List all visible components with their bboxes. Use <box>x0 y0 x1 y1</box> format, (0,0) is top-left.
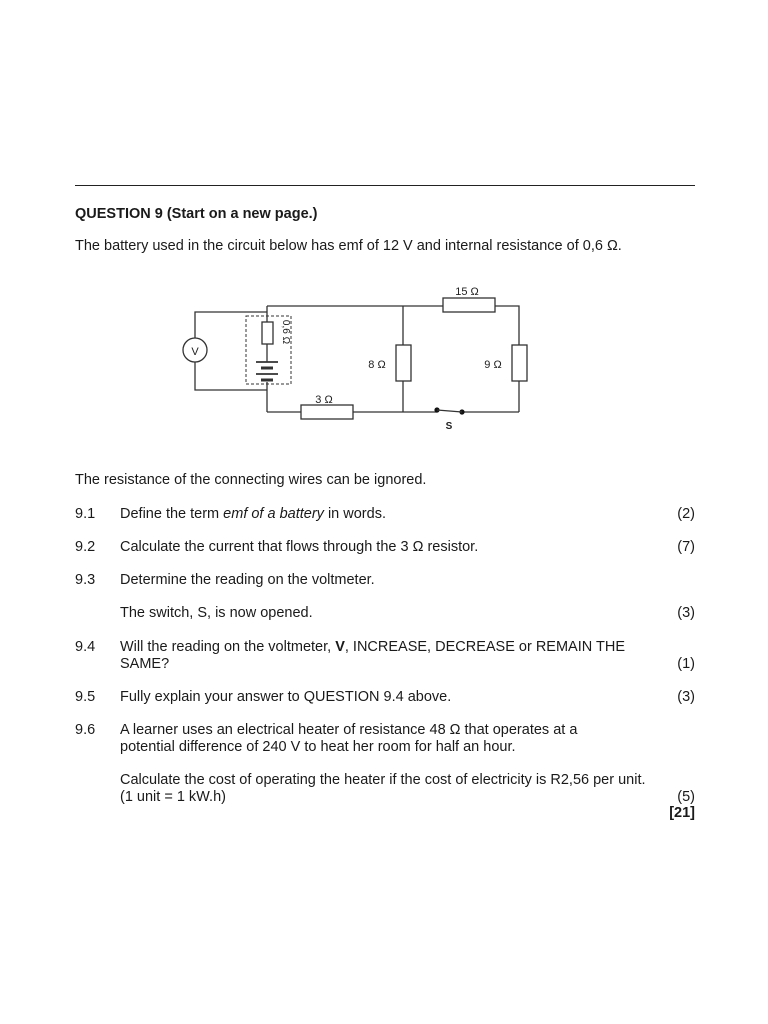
resistor-15-label: 15 Ω <box>455 286 479 298</box>
switch-label: S <box>445 421 453 432</box>
circuit-diagram <box>0 0 768 470</box>
marks: (7) <box>677 539 695 555</box>
marks: (5) <box>677 789 695 805</box>
marks: (1) <box>677 656 695 672</box>
question-number: 9.3 <box>75 572 96 588</box>
marks: (3) <box>677 605 695 621</box>
switch-lever <box>437 410 462 412</box>
voltmeter-label: V <box>191 346 199 358</box>
wires-note: The resistance of the connecting wires can be ignored. <box>75 472 427 488</box>
question-extra-text: The switch, S, is now opened. <box>120 605 313 621</box>
resistor-8 <box>396 345 411 381</box>
resistor-8-label: 8 Ω <box>368 359 386 371</box>
question-number: 9.2 <box>75 539 96 555</box>
resistor-15 <box>443 298 495 312</box>
question-text: A learner uses an electrical heater of resistance 48 Ω that operates at a potential difference of 240 V to heat her room for half an hour. <box>120 722 578 755</box>
question-text: Calculate the current that flows through the 3 Ω resistor. <box>120 539 479 555</box>
question-text: Will the reading on the voltmeter, V, INCREASE, DECREASE or REMAIN THE SAME? <box>120 639 625 672</box>
question-number: 9.1 <box>75 506 96 522</box>
question-extra-text: Calculate the cost of operating the heater if the cost of electricity is R2,56 per unit. (1 unit = 1 kW.h) <box>120 772 646 805</box>
question-text: Determine the reading on the voltmeter. <box>120 572 375 588</box>
question-text: Define the term emf of a battery in words. <box>120 506 386 522</box>
question-text: Fully explain your answer to QUESTION 9.4 above. <box>120 689 452 705</box>
resistor-9 <box>512 345 527 381</box>
top-wire <box>267 306 519 412</box>
internal-resistor <box>262 322 273 344</box>
question-number: 9.5 <box>75 689 96 705</box>
question-number: 9.6 <box>75 722 96 738</box>
marks: (3) <box>677 689 695 705</box>
question-number: 9.4 <box>75 639 96 655</box>
question-intro: The battery used in the circuit below has emf of 12 V and internal resistance of 0,6 Ω. <box>75 238 622 254</box>
total-marks: [21] <box>669 805 695 821</box>
internal-resistance-label: 0,6 Ω <box>280 319 291 345</box>
resistor-3-label: 3 Ω <box>315 394 333 406</box>
resistor-3 <box>301 405 353 419</box>
question-heading: QUESTION 9 (Start on a new page.) <box>75 206 318 222</box>
resistor-9-label: 9 Ω <box>484 359 502 371</box>
marks: (2) <box>677 506 695 522</box>
